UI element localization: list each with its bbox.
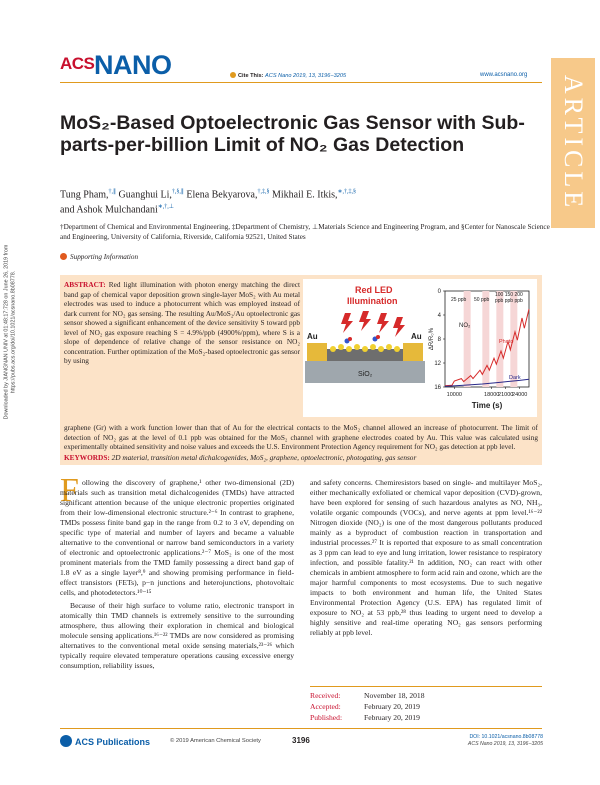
y-tick-label: 16 — [434, 385, 441, 391]
lightning-icon — [341, 311, 405, 337]
logo-nano: NANO — [94, 50, 172, 80]
journal-site-link[interactable]: www.acsnano.org — [480, 72, 528, 78]
acs-publications-logo[interactable] — [60, 735, 150, 747]
author-name[interactable]: and Ashok Mulchandani — [60, 204, 158, 216]
response-chart — [429, 289, 529, 410]
article-tab-label: ARTICLE — [559, 74, 588, 212]
x-tick-label: 18000 — [484, 392, 500, 398]
y-tick-label: 8 — [437, 337, 441, 343]
mos2-lattice — [327, 335, 403, 361]
author-name[interactable]: Tung Pham, — [60, 189, 109, 201]
body-column-right — [310, 478, 542, 638]
supporting-info-link[interactable] — [60, 253, 138, 261]
annotation-dark: Dark — [509, 375, 521, 381]
annotation-top-values: 100 150 200 — [495, 292, 523, 298]
cite-this[interactable] — [230, 72, 346, 79]
date-value: February 20, 2019 — [364, 713, 420, 722]
paragraph: ollowing the discovery of graphene,¹ other two-dimensional (2D) materials such as transition metal dichalcogenides (TMDs) have attracted significant attention because of the unique electronic properties originated from their low-dimensional electronic structure.²⁻⁶ In contrast to graphene, TMDs possess finite band gap in the range from 0.2 to 3 eV, depending on specific type of material and number of layers and became a valuable alternative to the conventional or narrow band semiconductors in a variety of electronic and optoelectronic applications.²⁻⁷ MoS₂ is one of the most prominent materials from the TMD family possessing a direct band gap of 1.8 eV as a single layer⁸,⁹ and showing promising performance in field-effect transistors (FETs), p−n junctions and heterojunctions, photovoltaic cells, and photodetectors.¹⁰⁻¹⁵ — [60, 478, 294, 597]
author-mark: ∗,†,‡,§ — [337, 189, 357, 195]
date-value: February 20, 2019 — [364, 702, 420, 711]
toc-svg — [303, 279, 537, 417]
abstract-body-side: Red light illumination with photon energy matching the direct band gap of chemical vapor deposition grown single-layer MoS₂ with Au metal electrodes was used to induce a photocurrent which was employed instead of dark current for NO₂ gas sensing. The resulting Au/MoS₂/Au optoelectronic gas sensor showed a significant enhancement of the device sensitivity S toward ppb level of NO₂ gas exposure reaching S = 4.9%/ppb (4900%/ppm), where S is a slope of dependence of relative change of the sensor resistance on NO₂ concentration. Further optimization of the MoS₂-based optoelectronic gas sensor by using — [64, 280, 300, 365]
doi-link[interactable]: DOI: 10.1021/acsnano.8b08778 — [469, 734, 543, 740]
y-tick-label: 4 — [437, 313, 441, 319]
date-label: Accepted: — [310, 702, 341, 711]
logo-acs: ACS — [60, 54, 95, 73]
cite-icon — [230, 72, 236, 78]
au-right-label: Au — [411, 332, 422, 341]
publication-dates — [310, 690, 425, 723]
annotation-25ppb: 25 ppb — [451, 297, 467, 303]
dates-rule — [310, 686, 542, 687]
date-label: Published: — [310, 713, 343, 722]
keywords-list: 2D material, transition metal dichalcogenides, MoS₂, graphene, optoelectronic, photogating, gas sensor — [111, 453, 417, 462]
supporting-info-label: Supporting Information — [70, 253, 139, 261]
date-row — [310, 701, 425, 712]
download-notice: Downloaded by JIANGNAN UNIV at 01:48:17:728 on June 26, 2019 from https://pubs.acs.org/doi/10.1021/acsnano.8b08778. — [3, 244, 17, 420]
y-tick-label: 12 — [434, 361, 441, 367]
annotation-50ppb: 50 ppb — [474, 297, 490, 303]
abstract-text — [64, 280, 300, 366]
cite-ref: ACS Nano 2019, 13, 3196−3205 — [265, 73, 347, 79]
date-value: November 18, 2018 — [364, 691, 425, 700]
journal-logo — [60, 50, 170, 82]
x-tick-label: 10000 — [446, 392, 462, 398]
author-name[interactable]: Mikhail E. Itkis, — [271, 189, 338, 201]
paper-title: MoS₂-Based Optoelectronic Gas Sensor with Sub-parts-per-billion Limit of NO₂ Gas Detection — [60, 112, 525, 156]
author-list — [60, 186, 550, 217]
annotation-top-units: ppb ppb ppb — [495, 298, 523, 304]
drop-cap: F — [60, 472, 79, 509]
led-label-2: Illumination — [347, 296, 398, 306]
exposure-band — [464, 291, 471, 387]
abstract-label: ABSTRACT: — [64, 280, 106, 289]
au-left-label: Au — [307, 332, 318, 341]
acs-logo-icon — [60, 735, 72, 747]
au-electrode-right — [403, 343, 423, 361]
doi-block — [445, 734, 543, 748]
paragraph: and safety concerns. Chemiresistors based on single- and multilayer MoS₂, either mechanically exfoliated or chemical vapor deposition (CVD)-grown, have been explored for sensing of such hazardous analytes as NO, NH₃, volatile organic compounds (VOCs), and nerve agents at ppm level.¹⁶⁻²² Nitrogen dioxide (NO₂) is one of the most dangerous pollutants produced mainly as a byproduct of combustion reaction in transportation and industrial processes.²⁷ It is reported that exposure to as small concentration as 3 ppm can lead to eye and lung irritation, lower resistance to respiratory infection, and possible fatality.²¹ In addition, NO₂ can react with other chemicals in ambient atmosphere to form acid rain and ozone, which are the major harmful components to most ecosystems. Due to such negative impacts to both environment and human life, the United States Environmental Protection Agency (U.S. EPA) has regulated limit of exposure to NO₂ at 53 ppb,²⁸ thus leading to urgent need to develop a highly sensitive and real-time operating NO₂ gas sensors performing reliably at ppb level. — [310, 478, 542, 637]
page-number: 3196 — [292, 736, 310, 745]
date-row — [310, 690, 425, 701]
cite-label: Cite This: — [238, 73, 264, 79]
date-label: Received: — [310, 691, 341, 700]
y-axis-label: ΔR/R₀% — [429, 327, 435, 351]
author-mark: †,§,∥ — [171, 189, 184, 195]
led-label-1: Red LED — [355, 285, 393, 295]
footer-rule — [60, 728, 542, 729]
abstract-continuation: graphene (Gr) with a work function lower than that of Au for the electrical contacts to the MoS₂ channel allowed an increase of photocurrent. The limit of detection of NO₂ gas at the level of 0.1 ppb was obtained for the MoS₂ channel with graphene electrodes coated by Au. This value was calculated using experimentally obtained sensitivity and noise values and exceeds the U.S. Environment Protection Agency requirement for NO₂ gas detection at ppb level. — [64, 423, 538, 451]
author-name[interactable]: Elena Bekyarova, — [186, 189, 258, 201]
annotation-photo: Photo — [499, 339, 514, 345]
author-mark: ∗,†,⊥ — [157, 204, 175, 211]
substrate-label: SiO₂ — [358, 371, 373, 378]
date-row — [310, 712, 425, 723]
annotation-no2: NO₂ — [459, 323, 471, 329]
x-tick-label: 21000 — [498, 392, 514, 398]
y-tick-label: 0 — [437, 289, 441, 295]
body-column-left — [60, 478, 294, 671]
author-mark: †,‡,§ — [257, 189, 270, 195]
doi-ref: ACS Nano 2019, 13, 3196−3205 — [467, 741, 543, 747]
copyright: © 2019 American Chemical Society — [170, 738, 261, 744]
paragraph: Because of their high surface to volume ratio, electronic transport in atomically thin TMD channels is extremely sensitive to the surrounding atmosphere, thus allowing their exploration in chemical and biological molecule sensing applications.¹⁶⁻²² TMDs are now considered as promising alternatives to the conventional metal oxide sensing materials,²³⁻²⁶ which typically require elevated temperature operations causing excessive energy consumption, reliability issues, — [60, 601, 294, 670]
au-electrode-left — [307, 343, 327, 361]
author-mark: †,∥ — [108, 189, 117, 195]
article-tab — [551, 58, 595, 228]
keywords-label: KEYWORDS: — [64, 453, 110, 462]
publisher-name: ACS Publications — [75, 737, 151, 747]
affiliations: †Department of Chemical and Environmental Engineering, ‡Department of Chemistry, ⊥Materials Science and Engineering Program, and §Center for Nanoscale Science and Engineering, University of California, Riverside, California 92521, United States — [60, 223, 550, 241]
header-rule — [60, 82, 542, 83]
author-name[interactable]: Guanghui Li, — [118, 189, 172, 201]
toc-graphic — [303, 279, 537, 417]
x-tick-label: 24000 — [512, 392, 528, 398]
keywords — [64, 453, 538, 462]
x-axis-label: Time (s) — [471, 401, 503, 410]
supporting-info-icon — [60, 253, 67, 260]
